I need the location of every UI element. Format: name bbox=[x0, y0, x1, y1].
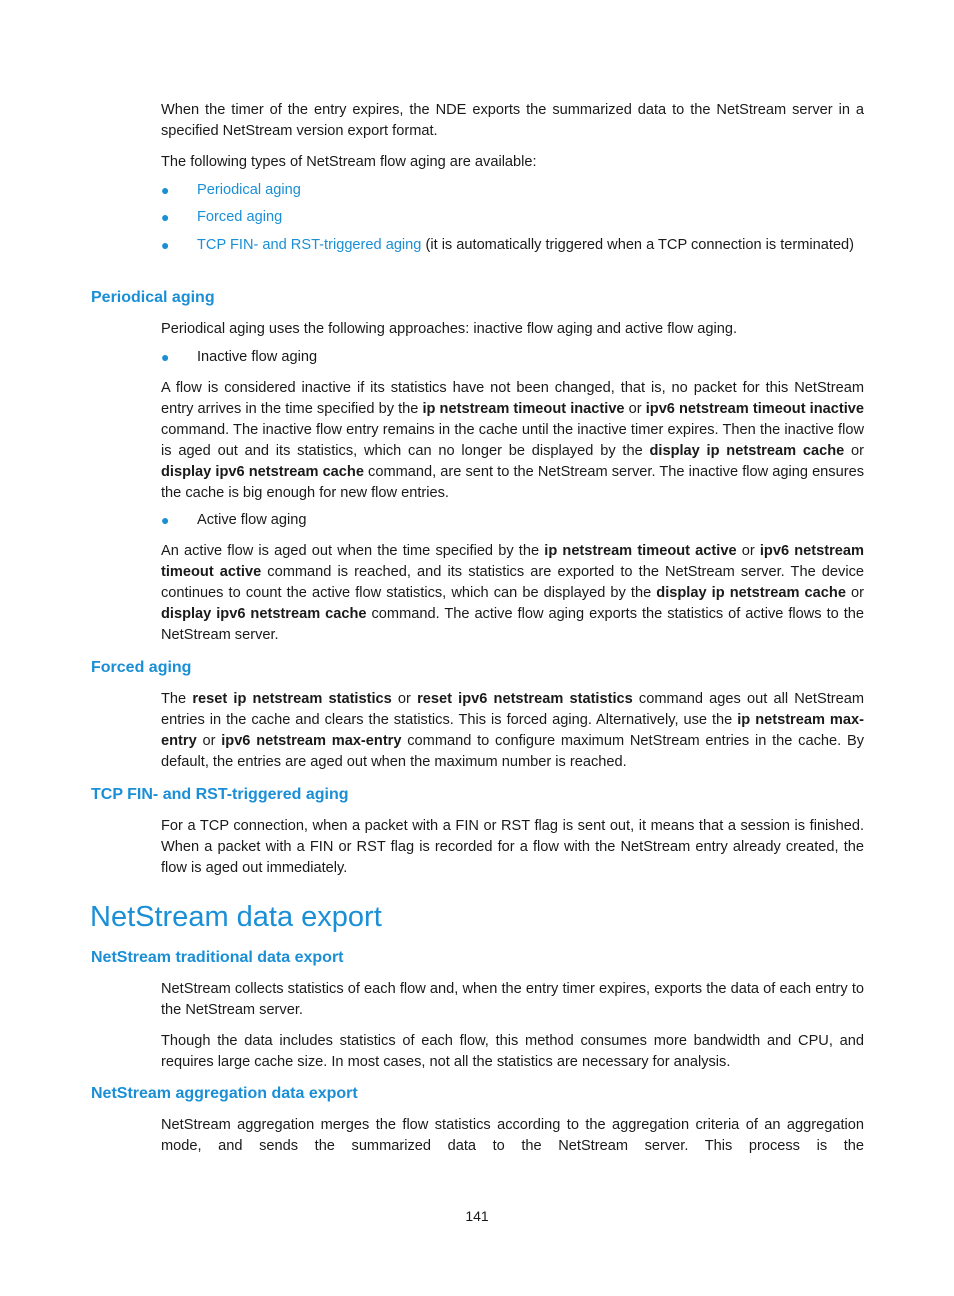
command-text: ip netstream timeout active bbox=[544, 543, 737, 559]
command-text: display ipv6 netstream cache bbox=[161, 464, 364, 480]
periodical-intro: Periodical aging uses the following approaches: inactive flow aging and active flow aging. bbox=[161, 321, 737, 337]
heading-traditional-export: NetStream traditional data export bbox=[91, 949, 344, 966]
heading-forced-aging: Forced aging bbox=[91, 659, 192, 676]
list-item bbox=[161, 510, 864, 531]
command-text: display ipv6 netstream cache bbox=[161, 606, 367, 622]
bullet-icon: ● bbox=[161, 182, 170, 198]
heading-aggregation-export: NetStream aggregation data export bbox=[91, 1085, 358, 1102]
command-text: ip netstream timeout inactive bbox=[422, 401, 625, 417]
heading-periodical-aging: Periodical aging bbox=[91, 289, 215, 306]
traditional-export-paragraph-1: NetStream collects statistics of each flow and, when the entry timer expires, exports the data of each entry to the NetStream server. bbox=[161, 981, 864, 1018]
link-tcp-aging[interactable]: TCP FIN- and RST-triggered aging bbox=[197, 237, 422, 253]
heading-tcp-aging: TCP FIN- and RST-triggered aging bbox=[91, 786, 349, 803]
command-text: reset ip netstream statistics bbox=[192, 691, 392, 707]
command-text: reset ipv6 netstream statistics bbox=[417, 691, 633, 707]
link-periodical-aging[interactable]: Periodical aging bbox=[197, 182, 301, 198]
aggregation-export-paragraph: NetStream aggregation merges the flow statistics according to the aggregation criteria of an aggregation mode, and sends the summarized data to the NetStream server. This process is the bbox=[161, 1117, 864, 1154]
command-text: ipv6 netstream max-entry bbox=[221, 733, 402, 749]
command-text: ipv6 netstream timeout inactive bbox=[645, 401, 864, 417]
intro-paragraph: When the timer of the entry expires, the NDE exports the summarized data to the NetStream server in a specified NetStream version export format. bbox=[161, 102, 864, 139]
list-item-text: Inactive flow aging bbox=[197, 349, 318, 365]
bullet-icon: ● bbox=[161, 209, 170, 225]
section-title: NetStream data export bbox=[90, 901, 382, 933]
tcp-aging-paragraph: For a TCP connection, when a packet with a FIN or RST flag is sent out, it means that a session is finished. When a packet with a FIN or RST flag is recorded for a flow with the NetStream entry already created, the flow is aged out immediately. bbox=[161, 818, 864, 876]
inactive-aging-paragraph: A flow is considered inactive if its statistics have not been changed, that is, no packet for this NetStream entry arrives in the time specified by the ip netstream timeout inactive or ipv6 netstream timeout inactive command. The inactive flow entry remains in the cache until the inactive timer expires. Then the inactive flow is aged out and its statistics, which can no longer be displayed by the display ip netstream cache or display ipv6 netstream cache command, are sent to the NetStream server. The inactive flow aging ensures the cache is big enough for new flow entries. bbox=[161, 380, 864, 501]
command-text: display ip netstream cache bbox=[649, 443, 845, 459]
forced-aging-paragraph: The reset ip netstream statistics or reset ipv6 netstream statistics command ages out all NetStream entries in the cache and clears the statistics. This is forced aging. Alternatively, use the ip netstream max-entry or ipv6 netstream max-entry command to configure maximum NetStream entries in the cache. By default, the entries are aged out when the maximum number is reached. bbox=[161, 691, 865, 770]
command-text: ipv6 netstream timeout active bbox=[161, 543, 864, 580]
list-item-text: (it is automatically triggered when a TCP connection is terminated) bbox=[421, 237, 855, 253]
list-item bbox=[161, 207, 864, 228]
traditional-export-paragraph-2: Though the data includes statistics of each flow, this method consumes more bandwidth and CPU, and requires large cache size. In most cases, not all the statistics are necessary for analysis. bbox=[161, 1033, 864, 1070]
active-aging-paragraph: An active flow is aged out when the time specified by the ip netstream timeout active or ipv6 netstream timeout active command is reached, and its statistics are exported to the NetStream server. The device continues to count the active flow statistics, which can be displayed by the display ip netstream cache or display ipv6 netstream cache command. The active flow aging exports the statistics of active flows to the NetStream server. bbox=[161, 543, 865, 643]
bullet-icon: ● bbox=[161, 237, 170, 253]
list-item bbox=[161, 180, 864, 201]
intro-types-paragraph: The following types of NetStream flow aging are available: bbox=[161, 154, 537, 170]
list-item bbox=[161, 347, 864, 368]
command-text: display ip netstream cache bbox=[656, 585, 846, 601]
command-text: ip netstream max-entry bbox=[161, 712, 864, 749]
list-item bbox=[161, 235, 864, 256]
page-number: 141 bbox=[465, 1208, 489, 1224]
bullet-icon: ● bbox=[161, 349, 170, 365]
link-forced-aging[interactable]: Forced aging bbox=[197, 209, 283, 225]
list-item-text: Active flow aging bbox=[197, 512, 307, 528]
bullet-icon: ● bbox=[161, 512, 170, 528]
